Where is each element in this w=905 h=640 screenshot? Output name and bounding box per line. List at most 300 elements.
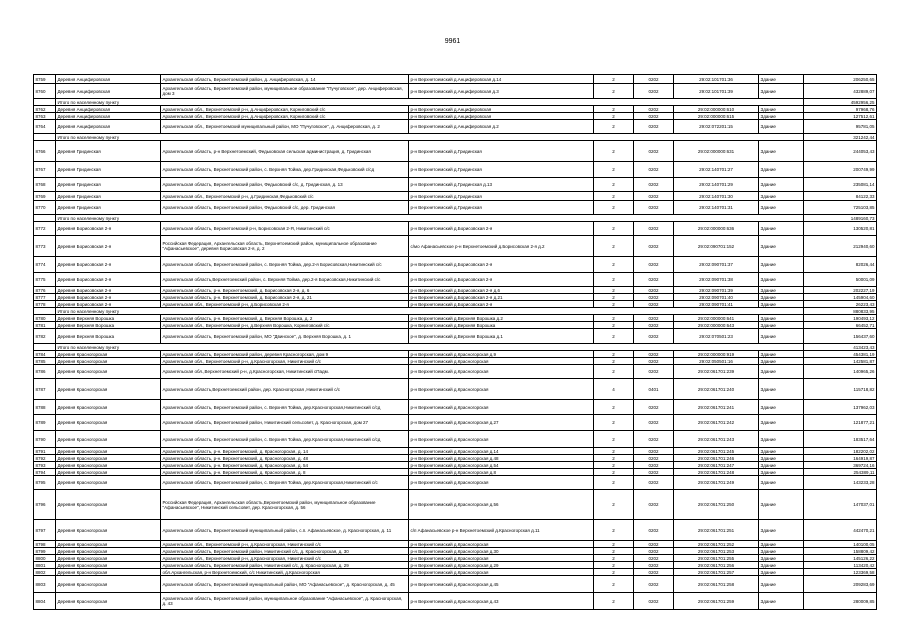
- code-cell: 0202: [634, 462, 674, 469]
- address-cell: Архангельская область,Верхнетоемский район, дер. Красногорская ,Никитинский с/с: [161, 379, 409, 400]
- value-cell: 50001,09: [804, 273, 877, 287]
- object-type-cell: Здание: [759, 75, 804, 84]
- value-cell: 95781,05: [804, 120, 877, 134]
- row-number-cell: 8800: [34, 555, 56, 562]
- quantity-cell: 2: [594, 490, 634, 520]
- settlement-name-cell: Деревня Красногорская: [56, 351, 161, 358]
- table-row: [34, 562, 877, 569]
- object-type-cell: Здание: [759, 106, 804, 113]
- quantity-cell: 2: [594, 301, 634, 308]
- row-number-cell: 8766: [34, 141, 56, 162]
- cadastral-number-cell: 29:02:140701:30: [674, 192, 759, 201]
- cadastral-number-cell: 29:02:000000:919: [674, 351, 759, 358]
- settlement-name-cell: Деревня Борисовская 2-я: [56, 287, 161, 294]
- address-cell: Архангельская обл., Верхнетоемский р-н, д.Борисовская 2-я: [161, 301, 409, 308]
- subtotal-value: 413423,43: [804, 344, 877, 351]
- subtotal-label: Итого по населенному пункту: [56, 215, 804, 222]
- location-cell: р-н Верхнетоемский д.Красногорская: [409, 541, 594, 548]
- table-row: [34, 576, 877, 593]
- value-cell: 369724,16: [804, 462, 877, 469]
- row-number-cell: 8802: [34, 569, 56, 576]
- subtotal-value: 4592956,25: [804, 99, 877, 106]
- code-cell: 0202: [634, 576, 674, 593]
- quantity-cell: 2: [594, 315, 634, 322]
- location-cell: р-н Верхнетоемский д.Борисовская 2-я: [409, 301, 594, 308]
- value-cell: 432889,07: [804, 84, 877, 99]
- table-row: [34, 476, 877, 490]
- address-cell: Российская Федерация, Архангельская область, Верхнетоемский район, муниципальное образование "Афанасьевское", деревня Борисовская 2-я, д. 2: [161, 236, 409, 257]
- code-cell: 0202: [634, 162, 674, 178]
- settlement-name-cell: Деревня Борисовская 2-я: [56, 222, 161, 236]
- quantity-cell: 2: [594, 273, 634, 287]
- address-cell: Архангельская область, Верхнетоемский муниципальный район, с.п. Афанасьевское, д. Красногорская, д. 11: [161, 520, 409, 541]
- quantity-cell: 2: [594, 569, 634, 576]
- address-cell: Архангельская область, р-н. Верхнетоемский, д. Красногорская, д. 14: [161, 448, 409, 455]
- code-cell: 0202: [634, 201, 674, 215]
- quantity-cell: 2: [594, 593, 634, 610]
- object-type-cell: Здание: [759, 358, 804, 365]
- code-cell: 0202: [634, 358, 674, 365]
- address-cell: Архангельская обл.,Верхнетоемский р-н, д.Красногорская, Никитинский сПадм.: [161, 365, 409, 379]
- code-cell: 0202: [634, 431, 674, 448]
- location-cell: р-н Верхнетоемский д.Красногорская: [409, 431, 594, 448]
- value-cell: 115718,82: [804, 379, 877, 400]
- table-row: [34, 315, 877, 322]
- subtotal-value: 1489160,73: [804, 215, 877, 222]
- object-type-cell: Здание: [759, 448, 804, 455]
- object-type-cell: Здание: [759, 400, 804, 415]
- code-cell: 0202: [634, 569, 674, 576]
- quantity-cell: 2: [594, 351, 634, 358]
- object-type-cell: Здание: [759, 287, 804, 294]
- quantity-cell: 2: [594, 462, 634, 469]
- value-cell: 725103,85: [804, 201, 877, 215]
- quantity-cell: 2: [594, 415, 634, 431]
- location-cell: р-н Верхнетоемский д.Красногорская д.27: [409, 415, 594, 431]
- subtotal-empty-cell: [34, 134, 56, 141]
- code-cell: 0202: [634, 555, 674, 562]
- quantity-cell: 2: [594, 431, 634, 448]
- code-cell: 0202: [634, 415, 674, 431]
- location-cell: р-н Верхнетоемский д.Красногорская: [409, 358, 594, 365]
- cadastral-number-cell: 29:02:140701:27: [674, 162, 759, 178]
- row-number-cell: 8759: [34, 75, 56, 84]
- object-type-cell: Здание: [759, 520, 804, 541]
- table-row: [34, 162, 877, 178]
- address-cell: Архангельская область, Верхнетоемский район, МО "Двинское", д. Верхняя Ворошка, д. 1: [161, 329, 409, 344]
- settlement-name-cell: Деревня Верхняя Ворошка: [56, 315, 161, 322]
- code-cell: 0202: [634, 548, 674, 555]
- address-cell: Архангельская область, Верхнетоемский район, с. Верхняя Тойма, дер.2-я Борисовская,Никитинский с/с: [161, 257, 409, 273]
- location-cell: р-н Верхнетоемский д.Красногорская: [409, 365, 594, 379]
- table-row: [34, 301, 877, 308]
- address-cell: Архангельская обл., Верхнетоемский р-н, д.Красногорская, Никитинский с/с: [161, 555, 409, 562]
- quantity-cell: 2: [594, 448, 634, 455]
- address-cell: Архангельская обл., Верхнетоемский р-н, д.Красногорская, Никитинский с/с: [161, 358, 409, 365]
- settlement-name-cell: Деревня Борисовская 2-я: [56, 257, 161, 273]
- table-row: [34, 322, 877, 329]
- quantity-cell: 2: [594, 84, 634, 99]
- settlement-name-cell: Деревня Гридинская: [56, 192, 161, 201]
- row-number-cell: 8803: [34, 576, 56, 593]
- table-row: [34, 351, 877, 358]
- row-number-cell: 8797: [34, 520, 56, 541]
- code-cell: 0202: [634, 455, 674, 462]
- cadastral-number-cell: 29:02:061701:256: [674, 562, 759, 569]
- table-row: [34, 569, 877, 576]
- settlement-name-cell: Деревня Красногорская: [56, 365, 161, 379]
- row-number-cell: 8778: [34, 301, 56, 308]
- table-row: [34, 113, 877, 120]
- quantity-cell: 2: [594, 257, 634, 273]
- value-cell: 209283,69: [804, 576, 877, 593]
- settlement-name-cell: Деревня Гридинская: [56, 178, 161, 192]
- location-cell: р-н Верхнетоемский д.Красногорская д.54: [409, 462, 594, 469]
- cadastral-number-cell: 29:02:061701:248: [674, 469, 759, 476]
- settlement-name-cell: Деревня Красногорская: [56, 400, 161, 415]
- cadastral-number-cell: 29:02:061701:257: [674, 569, 759, 576]
- address-cell: Архангельская обл., Верхнетоемский р-н, д.Красногорская, Никитинский с/с: [161, 541, 409, 548]
- row-number-cell: 8793: [34, 462, 56, 469]
- address-cell: Архангельская область, Верхнетоемский район, деревня Красногорская, дом 9: [161, 351, 409, 358]
- settlement-name-cell: Деревня Красногорская: [56, 490, 161, 520]
- value-cell: 130520,81: [804, 222, 877, 236]
- address-cell: обл.Архангельская, р-н Верхнетоемский, с/с Никитинский, д.Красногорская: [161, 569, 409, 576]
- cadastral-number-cell: 29:02:090701:40: [674, 294, 759, 301]
- row-number-cell: 8772: [34, 222, 56, 236]
- row-number-cell: 8794: [34, 469, 56, 476]
- row-number-cell: 8773: [34, 236, 56, 257]
- location-cell: с/п Афанасьевское р-н Верхнетоемский д.Красногорская д.11: [409, 520, 594, 541]
- quantity-cell: 2: [594, 287, 634, 294]
- quantity-cell: 2: [594, 365, 634, 379]
- quantity-cell: 2: [594, 400, 634, 415]
- location-cell: р-н Верхнетоемский д.Красногорская д.30: [409, 548, 594, 555]
- row-number-cell: 8798: [34, 541, 56, 548]
- value-cell: 280009,85: [804, 593, 877, 610]
- cadastral-number-cell: 29:02:000000:631: [674, 141, 759, 162]
- settlement-name-cell: Деревня Борисовская 2-я: [56, 294, 161, 301]
- object-type-cell: Здание: [759, 562, 804, 569]
- subtotal-row: [34, 99, 877, 106]
- object-type-cell: Здание: [759, 490, 804, 520]
- object-type-cell: Здание: [759, 431, 804, 448]
- cadastral-number-cell: 29:02:061701:253: [674, 548, 759, 555]
- table-row: [34, 365, 877, 379]
- code-cell: 0202: [634, 400, 674, 415]
- object-type-cell: Здание: [759, 351, 804, 358]
- row-number-cell: 8777: [34, 294, 56, 301]
- code-cell: 0202: [634, 120, 674, 134]
- quantity-cell: 2: [594, 236, 634, 257]
- table-row: [34, 329, 877, 344]
- address-cell: Архангельская область, Верхнетоемский муниципальный район, МО "Афанасьевское", д. Красногорская, д. 45: [161, 576, 409, 593]
- value-cell: 123369,58: [804, 569, 877, 576]
- address-cell: Архангельская область, р-н. Верхнетоемский, д. Красногорская, д. 8: [161, 469, 409, 476]
- location-cell: р-н Верхнетоемский д.Анциферовская д.2: [409, 120, 594, 134]
- settlement-name-cell: Деревня Красногорская: [56, 379, 161, 400]
- settlement-name-cell: Деревня Красногорская: [56, 541, 161, 548]
- settlement-name-cell: Деревня Красногорская: [56, 593, 161, 610]
- cadastral-number-cell: 29:02:140701:31: [674, 201, 759, 215]
- object-type-cell: Здание: [759, 541, 804, 548]
- settlement-name-cell: Деревня Анциферовская: [56, 120, 161, 134]
- location-cell: р-н Верхнетоемский д.Анциферовская д.3: [409, 84, 594, 99]
- settlement-name-cell: Деревня Красногорская: [56, 431, 161, 448]
- object-type-cell: Здание: [759, 192, 804, 201]
- quantity-cell: 2: [594, 576, 634, 593]
- address-cell: Архангельская область, р-н. Верхнетоемский, д. Красногорская, д. 54: [161, 462, 409, 469]
- address-cell: Архангельская область, р-н. Верхнетоемский, д. Верхняя Ворошка, д. 2: [161, 315, 409, 322]
- row-number-cell: 8792: [34, 455, 56, 462]
- cadastral-number-cell: 29:02:061701:240: [674, 379, 759, 400]
- value-cell: 254389,11: [804, 469, 877, 476]
- value-cell: 200749,99: [804, 162, 877, 178]
- code-cell: 0202: [634, 178, 674, 192]
- address-cell: Архангельская обл., Верхнетоемский р-н, д.Гридинская,Федьковский с/с: [161, 192, 409, 201]
- settlement-name-cell: Деревня Борисовская 2-я: [56, 273, 161, 287]
- quantity-cell: 2: [594, 106, 634, 113]
- row-number-cell: 8787: [34, 379, 56, 400]
- table-row: [34, 178, 877, 192]
- address-cell: Архангельская область, Верхнетоемский район, Никитинский с/с, д. Красногорская, д. 30: [161, 548, 409, 555]
- address-cell: Архангельская обл., Верхнетоемский муниципальный район, МО "Пучуговское", д. Анциферовская, д. 2: [161, 120, 409, 134]
- address-cell: Архангельская область, Верхнетоемский район, с. Верхняя Тойма, дер.Красногорская,Никитинский с/сд: [161, 400, 409, 415]
- location-cell: р-н Верхнетоемский д.Борисовская 2-я: [409, 222, 594, 236]
- subtotal-label: Итого по населенному пункту: [56, 134, 804, 141]
- property-register-table: [33, 74, 877, 610]
- subtotal-empty-cell: [34, 344, 56, 351]
- settlement-name-cell: Деревня Борисовская 2-я: [56, 301, 161, 308]
- value-cell: 84122,33: [804, 192, 877, 201]
- value-cell: 454381,19: [804, 351, 877, 358]
- address-cell: Архангельская область,Верхнетоемский район, с. Верхняя Тойма, дер.2-я Борисовская,Никитинский с/с: [161, 273, 409, 287]
- code-cell: 0202: [634, 490, 674, 520]
- cadastral-number-cell: 29:02:000000:636: [674, 222, 759, 236]
- quantity-cell: 2: [594, 520, 634, 541]
- settlement-name-cell: Деревня Анциферовская: [56, 75, 161, 84]
- code-cell: 0401: [634, 379, 674, 400]
- table-row: [34, 379, 877, 400]
- location-cell: р-н Верхнетоемский д.Верхняя Ворошка: [409, 322, 594, 329]
- settlement-name-cell: Деревня Гридинская: [56, 201, 161, 215]
- cadastral-number-cell: 29:02:140701:29: [674, 178, 759, 192]
- object-type-cell: Здание: [759, 329, 804, 344]
- settlement-name-cell: Деревня Анциферовская: [56, 84, 161, 99]
- settlement-name-cell: Деревня Красногорская: [56, 455, 161, 462]
- code-cell: 0202: [634, 106, 674, 113]
- address-cell: Архангельская область, Верхнетоемский район, муниципальное образование "Пучуговское", дер. Анциферовская, дом 3: [161, 84, 409, 99]
- table-row: [34, 287, 877, 294]
- subtotal-row: [34, 134, 877, 141]
- table-row: [34, 520, 877, 541]
- table-row: [34, 469, 877, 476]
- code-cell: 0202: [634, 75, 674, 84]
- row-number-cell: 8784: [34, 351, 56, 358]
- address-cell: Архангельская область, Верхнетоемский район, Никитинский сельсовет, д. Красногорская, дом 27: [161, 415, 409, 431]
- row-number-cell: 8762: [34, 106, 56, 113]
- quantity-cell: 2: [594, 201, 634, 215]
- address-cell: Архангельская обл., Верхнетоемский р-н, д.Верхняя Ворошка, Корниговский с/с: [161, 322, 409, 329]
- quantity-cell: 2: [594, 162, 634, 178]
- subtotal-label: Итого по населенному пункту: [56, 99, 804, 106]
- cadastral-number-cell: 29:02:090701:39: [674, 287, 759, 294]
- settlement-name-cell: Деревня Красногорская: [56, 469, 161, 476]
- cadastral-number-cell: 29:02:090701:41: [674, 301, 759, 308]
- row-number-cell: 8801: [34, 562, 56, 569]
- object-type-cell: Здание: [759, 222, 804, 236]
- table-row: [34, 257, 877, 273]
- value-cell: 244053,43: [804, 141, 877, 162]
- row-number-cell: 8776: [34, 287, 56, 294]
- code-cell: 0202: [634, 301, 674, 308]
- page-number: 9961: [444, 38, 461, 45]
- value-cell: 182202,02: [804, 448, 877, 455]
- object-type-cell: Здание: [759, 120, 804, 134]
- row-number-cell: 8788: [34, 400, 56, 415]
- row-number-cell: 8769: [34, 192, 56, 201]
- value-cell: 147037,01: [804, 490, 877, 520]
- value-cell: 190493,12: [804, 315, 877, 322]
- address-cell: Архангельская область, Верхнетоемский район, Никитинский с/с, д. Красногорская, д. 29: [161, 562, 409, 569]
- subtotal-row: [34, 308, 877, 315]
- object-type-cell: Здание: [759, 555, 804, 562]
- location-cell: р-н Верхнетоемский д.Борисовская 2-я д.6: [409, 287, 594, 294]
- code-cell: 0202: [634, 520, 674, 541]
- cadastral-number-cell: 29:02:090701:38: [674, 273, 759, 287]
- location-cell: р-н Верхнетоемский д.Анциферовская: [409, 106, 594, 113]
- code-cell: 0202: [634, 329, 674, 344]
- settlement-name-cell: Деревня Анциферовская: [56, 106, 161, 113]
- quantity-cell: 2: [594, 120, 634, 134]
- row-number-cell: 8781: [34, 322, 56, 329]
- code-cell: 0202: [634, 315, 674, 322]
- row-number-cell: 8760: [34, 84, 56, 99]
- object-type-cell: Здание: [759, 548, 804, 555]
- row-number-cell: 8763: [34, 113, 56, 120]
- address-cell: Архангельская область, р-н. Верхнетоемский, д. Красногорская, д. 48: [161, 455, 409, 462]
- object-type-cell: Здание: [759, 455, 804, 462]
- quantity-cell: 2: [594, 329, 634, 344]
- location-cell: р-н Верхнетоемский д.Красногорская: [409, 379, 594, 400]
- cadastral-number-cell: 29:02:061701:252: [674, 541, 759, 548]
- table-row: [34, 236, 877, 257]
- location-cell: р-н Верхнетоемский д.Верхняя Ворошка д.1: [409, 329, 594, 344]
- table-row: [34, 431, 877, 448]
- location-cell: р-н Верхнетоемский д.Гридинская: [409, 162, 594, 178]
- location-cell: р-н Верхнетоемский д.Красногорская д.29: [409, 562, 594, 569]
- subtotal-empty-cell: [34, 215, 56, 222]
- address-cell: Архангельская обл., Верхнетоемский р-н, д.Анциферовская, Корниговский с/с: [161, 106, 409, 113]
- code-cell: 0202: [634, 273, 674, 287]
- location-cell: р-н Верхнетоемский д.Красногорская: [409, 400, 594, 415]
- address-cell: Архангельская область, Верхнетоемский район, Федьковский с/с, д. Гридинская, д. 13: [161, 178, 409, 192]
- code-cell: 0202: [634, 141, 674, 162]
- value-cell: 183517,64: [804, 431, 877, 448]
- value-cell: 26223,43: [804, 301, 877, 308]
- subtotal-value: 321242,44: [804, 134, 877, 141]
- code-cell: 0202: [634, 294, 674, 301]
- table-row: [34, 294, 877, 301]
- value-cell: 127512,61: [804, 113, 877, 120]
- code-cell: 0202: [634, 593, 674, 610]
- row-number-cell: 8804: [34, 593, 56, 610]
- quantity-cell: 4: [594, 379, 634, 400]
- code-cell: 0202: [634, 287, 674, 294]
- code-cell: 0202: [634, 236, 674, 257]
- location-cell: р-н Верхнетоемский д.Борисовская 2-я д.21: [409, 294, 594, 301]
- cadastral-number-cell: 29:02:090701:152: [674, 236, 759, 257]
- settlement-name-cell: Деревня Гридинская: [56, 141, 161, 162]
- object-type-cell: Здание: [759, 257, 804, 273]
- location-cell: р-н Верхнетоемский д.Анциферовская д.14: [409, 75, 594, 84]
- object-type-cell: Здание: [759, 365, 804, 379]
- address-cell: Архангельская область, Верхнетоемский район, Федьковский с/с, дер. Гридинская: [161, 201, 409, 215]
- value-cell: 113420,42: [804, 562, 877, 569]
- object-type-cell: Здание: [759, 322, 804, 329]
- quantity-cell: 2: [594, 113, 634, 120]
- location-cell: р-н Верхнетоемский д.Красногорская д.14: [409, 448, 594, 455]
- location-cell: р-н Верхнетоемский д.Гридинская: [409, 141, 594, 162]
- address-cell: Российская Федерация, Архангельская область,Верхнетоемский район, муниципальное образование "Афанасьевское", Никитинский сельсовет, дер. Красногорская, д. 56: [161, 490, 409, 520]
- location-cell: р-н Верхнетоемский д.Борисовская 2-я: [409, 273, 594, 287]
- object-type-cell: Здание: [759, 236, 804, 257]
- address-cell: Архангельская область, р-н Верхнетоемский, Федьковская сельская администрация, д. Гридинская: [161, 141, 409, 162]
- table-row: [34, 415, 877, 431]
- row-number-cell: 8796: [34, 490, 56, 520]
- location-cell: р-н Верхнетоемский д.Красногорская д.9: [409, 351, 594, 358]
- value-cell: 442470,21: [804, 520, 877, 541]
- row-number-cell: 8768: [34, 178, 56, 192]
- settlement-name-cell: Деревня Красногорская: [56, 448, 161, 455]
- table-row: [34, 222, 877, 236]
- cadastral-number-cell: 29:02:061701:239: [674, 365, 759, 379]
- location-cell: р-н Верхнетоемский д.Красногорская: [409, 555, 594, 562]
- row-number-cell: 8786: [34, 365, 56, 379]
- value-cell: 158809,42: [804, 548, 877, 555]
- object-type-cell: Здание: [759, 462, 804, 469]
- location-cell: р-н Верхнетоемский д.Красногорская д.48: [409, 455, 594, 462]
- quantity-cell: 2: [594, 358, 634, 365]
- location-cell: р-н Верхнетоемский д.Гридинская: [409, 201, 594, 215]
- table-row: [34, 141, 877, 162]
- row-number-cell: 8790: [34, 431, 56, 448]
- subtotal-empty-cell: [34, 308, 56, 315]
- value-cell: 82026,44: [804, 257, 877, 273]
- table-row: [34, 448, 877, 455]
- table-row: [34, 462, 877, 469]
- cadastral-number-cell: 29:02:101701:36: [674, 75, 759, 84]
- settlement-name-cell: Деревня Красногорская: [56, 555, 161, 562]
- quantity-cell: 2: [594, 562, 634, 569]
- object-type-cell: Здание: [759, 593, 804, 610]
- quantity-cell: 2: [594, 141, 634, 162]
- location-cell: р-н Верхнетоемский д.Гридинская д.13: [409, 178, 594, 192]
- subtotal-label: Итого по населенному пункту: [56, 344, 804, 351]
- quantity-cell: 2: [594, 192, 634, 201]
- table-row: [34, 358, 877, 365]
- cadastral-number-cell: 29:02:061701:246: [674, 455, 759, 462]
- address-cell: Архангельская область, Верхнетоемский район, с. Верхняя Тойма, дер.Гридинская,Федьковский с/сд: [161, 162, 409, 178]
- quantity-cell: 2: [594, 469, 634, 476]
- row-number-cell: 8775: [34, 273, 56, 287]
- value-cell: 206250,65: [804, 75, 877, 84]
- code-cell: 0202: [634, 541, 674, 548]
- address-cell: Архангельская область, Верхнетоемский район, с. Верхняя Тойма, дер.Красногорская,Никитинский с/сд: [161, 431, 409, 448]
- quantity-cell: 2: [594, 555, 634, 562]
- object-type-cell: Здание: [759, 415, 804, 431]
- cadastral-number-cell: 29:02:050501:16: [674, 358, 759, 365]
